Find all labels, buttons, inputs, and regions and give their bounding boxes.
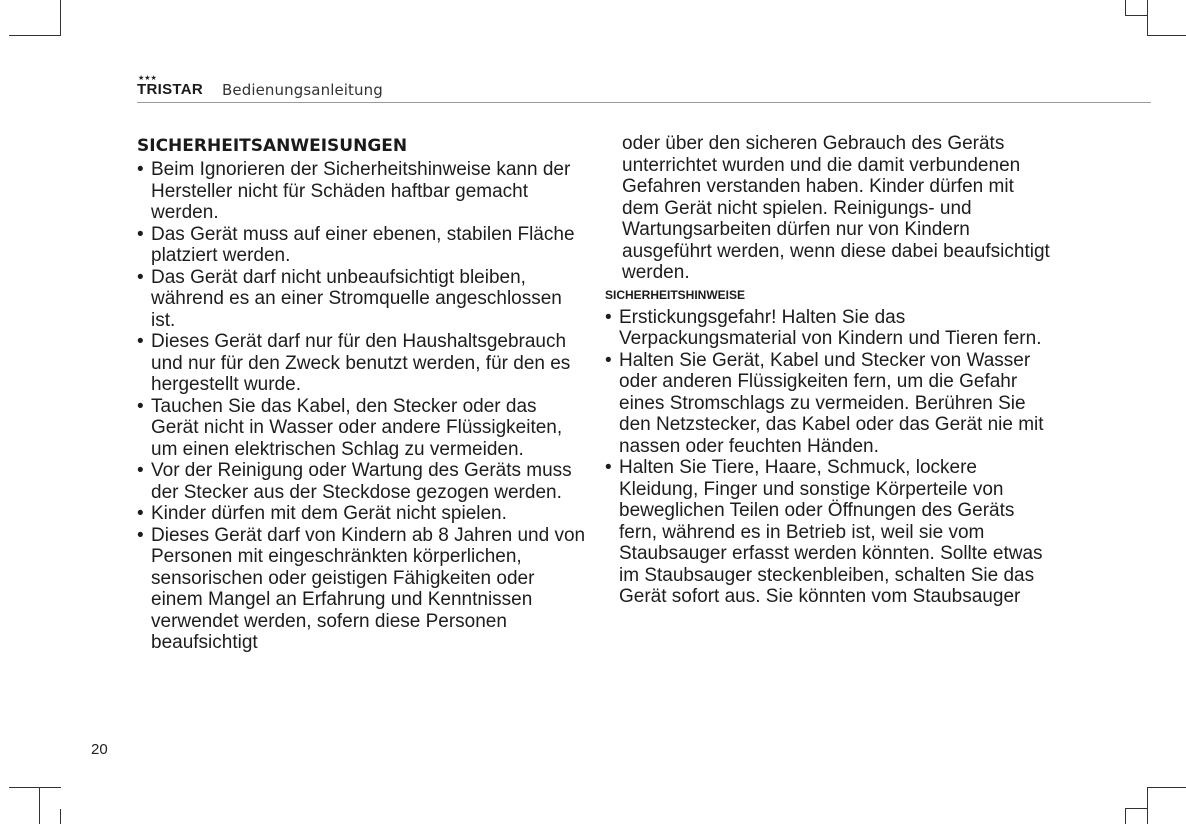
page-number: 20 bbox=[91, 741, 108, 758]
bullet: • bbox=[137, 159, 144, 180]
safety-instructions-list bbox=[137, 159, 587, 654]
crop-mark-bottom-right-h bbox=[1125, 808, 1147, 809]
tristar-logo bbox=[137, 76, 217, 98]
bullet: • bbox=[605, 349, 612, 371]
right-column bbox=[605, 133, 1055, 608]
list-item-text: Beim Ignorieren der Sicherheitshinweise kann der Hersteller nicht für Schäden haftbar gemacht werden. bbox=[151, 159, 571, 223]
logo-wordmark: TRISTAR bbox=[137, 81, 203, 98]
list-item bbox=[137, 159, 587, 224]
bullet: • bbox=[605, 457, 612, 478]
crop-mark-bottom-right-v2 bbox=[1147, 787, 1148, 824]
bullet: • bbox=[137, 266, 144, 288]
left-column bbox=[137, 136, 587, 654]
logo-stars: ★★★ bbox=[138, 75, 157, 82]
list-item bbox=[137, 460, 587, 503]
safety-notes-list bbox=[605, 307, 1055, 608]
bullet: • bbox=[137, 503, 144, 524]
list-item-text: Tauchen Sie das Kabel, den Stecker oder das Gerät nicht in Wasser oder andere Flüssigkeiten, um einen elektrischen Schlag zu vermeiden. bbox=[151, 395, 563, 460]
bullet: • bbox=[137, 331, 144, 352]
list-item-text: Halten Sie Tiere, Haare, Schmuck, lockere Kleidung, Finger und sonstige Körperteile von beweglichen Teilen oder Öffnungen des Geräts fern, während es in Betrieb ist, weil sie vom Staubsauger erfasst werden könnten. Sollte etwas im Staubsauger steckenbleiben, schalten Sie das Gerät sofort aus. Sie könnten vom Staubsauger bbox=[619, 457, 1043, 607]
list-item bbox=[137, 331, 587, 396]
list-item-text: Kinder dürfen mit dem Gerät nicht spielen. bbox=[151, 503, 507, 524]
crop-mark-top-left-v bbox=[60, 0, 61, 35]
crop-mark-top-right-v2 bbox=[1147, 0, 1148, 35]
page-header bbox=[137, 76, 1151, 103]
crop-mark-bottom-right-v bbox=[1125, 808, 1126, 824]
bullet: • bbox=[137, 460, 144, 481]
crop-mark-bottom-left-v2 bbox=[60, 809, 61, 824]
list-item-text: Erstickungsgefahr! Halten Sie das Verpackungsmaterial von Kindern und Tieren fern. bbox=[619, 306, 1042, 349]
list-item-text: Dieses Gerät darf von Kindern ab 8 Jahren und von Personen mit eingeschränkten körperlichen, sensorischen oder geistigen Fähigkeiten oder einem Mangel an Erfahrung und Kenntnissen verwendet werden, sofern diese Personen beaufsichtigt bbox=[151, 524, 586, 653]
crop-mark-bottom-left-h bbox=[9, 787, 61, 788]
crop-mark-bottom-right-h2 bbox=[1147, 787, 1186, 788]
crop-mark-top-left-h bbox=[9, 35, 61, 36]
list-item bbox=[605, 457, 1055, 608]
section-heading: SICHERHEITSANWEISUNGEN bbox=[137, 136, 408, 156]
list-item-text: Das Gerät darf nicht unbeaufsichtigt bleiben, während es an einer Stromquelle angeschlossen ist. bbox=[151, 266, 562, 331]
list-item-text: Dieses Gerät darf nur für den Haushaltsgebrauch und nur für den Zweck benutzt werden, für den es hergestellt wurde. bbox=[151, 331, 571, 395]
bullet: • bbox=[137, 223, 144, 245]
crop-mark-top-right-h bbox=[1125, 15, 1147, 16]
bullet: • bbox=[137, 524, 144, 546]
list-item bbox=[137, 267, 587, 332]
list-item bbox=[605, 307, 1055, 350]
list-item bbox=[137, 525, 587, 654]
crop-mark-top-right-v bbox=[1125, 0, 1126, 15]
list-item bbox=[605, 350, 1055, 458]
bullet: • bbox=[605, 306, 612, 328]
bullet: • bbox=[137, 395, 144, 417]
list-item-text: Halten Sie Gerät, Kabel und Stecker von Wasser oder anderen Flüssigkeiten fern, um die Gefahr eines Stromschlags zu vermeiden. Berühren Sie den Netzstecker, das Kabel oder das Gerät nie mit nassen oder feuchten Händen. bbox=[619, 349, 1044, 457]
crop-mark-top-right-h2 bbox=[1147, 35, 1186, 36]
section-subheading: SICHERHEITSHINWEISE bbox=[605, 287, 746, 302]
crop-mark-bottom-left-v bbox=[39, 787, 40, 824]
list-item-text: Das Gerät muss auf einer ebenen, stabilen Fläche platziert werden. bbox=[151, 223, 575, 266]
continuation-text: oder über den sicheren Gebrauch des Geräts unterrichtet wurden und die damit verbundenen Gefahren verstanden haben. Kinder dürfen mit dem Gerät nicht spielen. Reinigungs- und Wartungsarbeiten dürfen nur von Kindern ausgeführt werden, wenn diese dabei beaufsichtigt werden. bbox=[622, 133, 1050, 283]
list-item bbox=[137, 396, 587, 461]
list-item bbox=[137, 503, 587, 525]
header-title: Bedienungsanleitung bbox=[222, 81, 383, 99]
list-item-text: Vor der Reinigung oder Wartung des Geräts muss der Stecker aus der Steckdose gezogen werden. bbox=[151, 460, 572, 503]
list-item bbox=[137, 224, 587, 267]
